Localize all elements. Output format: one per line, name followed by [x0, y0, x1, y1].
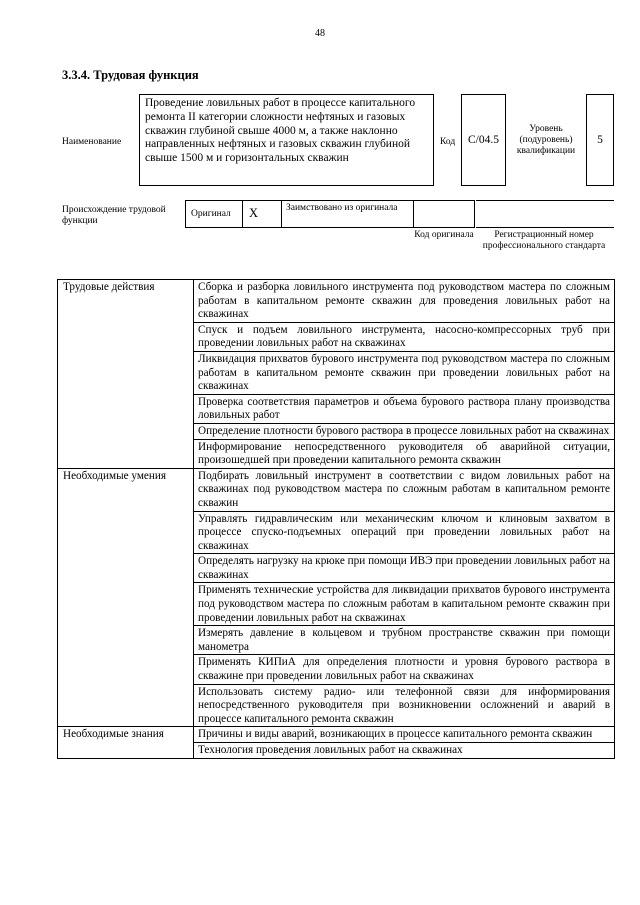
table-row — [58, 280, 615, 323]
table-item: Управлять гидравлическим или механическим ключом и клиновым захватом в процессе спуско-подъемных операций при проведении ловильных работ на скважинах — [194, 511, 615, 554]
page-number: 48 — [315, 28, 325, 39]
table-item: Технология проведения ловильных работ на скважинах — [194, 743, 615, 759]
code-original-caption: Код оригинала — [414, 230, 474, 240]
borrowed-label: Заимствовано из оригинала — [286, 203, 398, 213]
section-heading-continuation — [58, 583, 194, 626]
table-row — [58, 322, 615, 351]
table-row — [58, 351, 615, 394]
original-mark-cell — [243, 201, 282, 227]
original-cell — [186, 201, 243, 227]
table-row — [58, 743, 615, 759]
table-item: Причины и виды аварий, возникающих в процессе капитального ремонта скважин — [194, 727, 615, 743]
table-row — [58, 439, 615, 468]
table-item: Определять нагрузку на крюке при помощи ИВЭ при проведении ловильных работ на скважинах — [194, 554, 615, 583]
borrowed-cell — [282, 201, 414, 227]
table-item: Применять КИПиА для определения плотности и уровня бурового раствора в скважине при проведении ловильных работ на скважинах — [194, 655, 615, 684]
table-row — [58, 626, 615, 655]
code-label: Код — [440, 137, 456, 147]
table-item: Определение плотности бурового раствора в процессе ловильных работ на скважинах — [194, 423, 615, 439]
original-mark: X — [249, 206, 259, 220]
table-row — [58, 727, 615, 743]
table-item: Применять технические устройства для ликвидации прихватов бурового инструмента под руководством мастера по сложным работам в капитальном ремонте скважин при проведении ловильных работ на скважинах — [194, 583, 615, 626]
section-heading-continuation — [58, 394, 194, 423]
table-row — [58, 684, 615, 727]
section-heading-continuation — [58, 322, 194, 351]
section-heading-continuation — [58, 511, 194, 554]
section-title: 3.3.4. Трудовая функция — [62, 68, 199, 82]
code-original-cell — [414, 201, 475, 227]
table-item: Проверка соответствия параметров и объема бурового раствора плану производства ловильных работ — [194, 394, 615, 423]
table-row — [58, 423, 615, 439]
reg-number-caption: Регистрационный номер профессионального стандарта — [482, 230, 606, 251]
table-row — [58, 468, 615, 511]
section-heading: Трудовые действия — [58, 280, 194, 323]
section-heading-continuation — [58, 423, 194, 439]
table-item: Подбирать ловильный инструмент в соответствии с видом ловильных работ на скважинах под руководством мастера по сложным работам в капитальном ремонте скважин — [194, 468, 615, 511]
origin-label: Происхождение трудовой функции — [62, 205, 166, 226]
section-heading-continuation — [58, 626, 194, 655]
table-item: Спуск и подъем ловильного инструмента, насосно-компрессорных труб при проведении ловильных работ на скважинах — [194, 322, 615, 351]
code-value: C/04.5 — [461, 94, 506, 186]
function-name: Проведение ловильных работ в процессе капитального ремонта II категории сложности нефтяных и газовых скважин глубиной свыше 4000 м, а также наклонно направленных нефтяных и газовых скважин глубиной свыше 1500 м и горизонтальных скважин — [139, 94, 434, 186]
table-row — [58, 583, 615, 626]
origin-table — [185, 200, 475, 228]
function-table — [57, 279, 615, 759]
table-item: Использовать систему радио- или телефонной связи для информирования непосредственного руководителя при возникновении осложнений и аварий в процессе капитального ремонта скважин — [194, 684, 615, 727]
table-row — [58, 655, 615, 684]
table-row — [58, 554, 615, 583]
level-value: 5 — [586, 94, 614, 186]
section-heading: Необходимые умения — [58, 468, 194, 511]
section-heading-continuation — [58, 743, 194, 759]
table-row — [58, 394, 615, 423]
section-heading-continuation — [58, 554, 194, 583]
original-label: Оригинал — [191, 209, 231, 219]
level-label: Уровень (подуровень) квалификации — [516, 124, 576, 156]
table-item: Измерять давление в кольцевом и трубном пространстве скважин при помощи манометра — [194, 626, 615, 655]
table-item: Ликвидация прихватов бурового инструмента под руководством мастера по сложным работам в капитальном ремонте скважин при проведении ловильных работ на скважинах — [194, 351, 615, 394]
section-heading-continuation — [58, 684, 194, 727]
table-item: Сборка и разборка ловильного инструмента под руководством мастера по сложным работам в капитальном ремонте скважин для проведения ловильных работ на скважинах — [194, 280, 615, 323]
table-row — [58, 511, 615, 554]
table-item: Информирование непосредственного руководителя об аварийной ситуации, произошедшей при проведении капитального ремонта скважин — [194, 439, 615, 468]
section-heading-continuation — [58, 351, 194, 394]
section-heading-continuation — [58, 439, 194, 468]
section-heading-continuation — [58, 655, 194, 684]
section-heading: Необходимые знания — [58, 727, 194, 743]
name-label: Наименование — [62, 137, 122, 147]
reg-number-cell — [476, 200, 614, 228]
